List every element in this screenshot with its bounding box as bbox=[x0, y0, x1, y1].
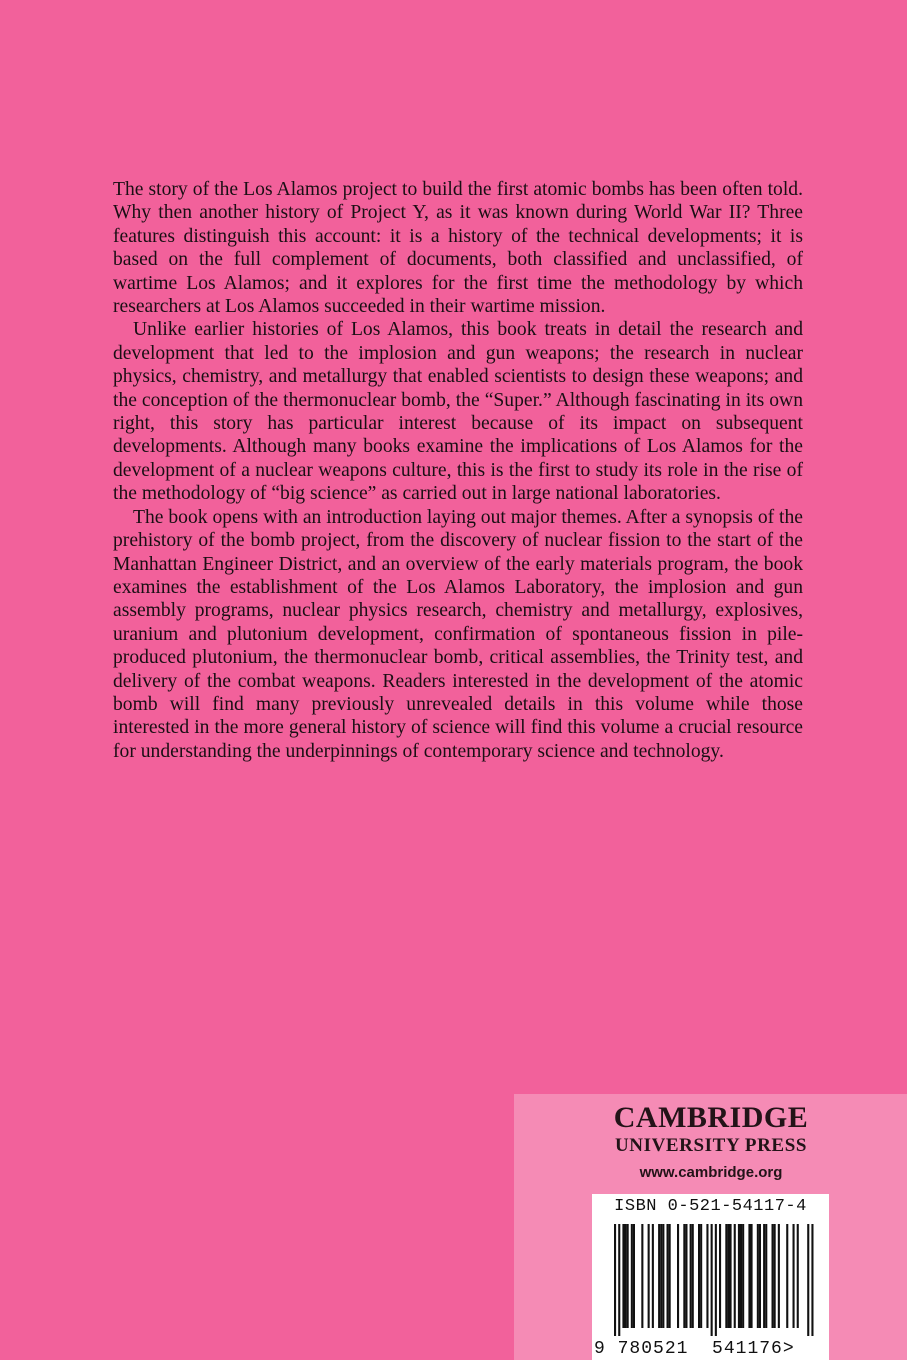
publisher-subname: UNIVERSITY PRESS bbox=[614, 1135, 808, 1156]
barcode-bar bbox=[719, 1224, 721, 1328]
barcode-bar bbox=[662, 1224, 664, 1328]
barcode-bar bbox=[778, 1224, 780, 1328]
barcode-bar bbox=[763, 1224, 765, 1328]
publisher-url: www.cambridge.org bbox=[639, 1164, 783, 1181]
barcode-bar bbox=[793, 1224, 795, 1328]
barcode-bar bbox=[700, 1224, 702, 1328]
ean-digits bbox=[594, 1339, 827, 1359]
barcode-bar bbox=[759, 1224, 761, 1328]
barcode-bar bbox=[742, 1224, 744, 1328]
barcode-bar bbox=[748, 1224, 750, 1328]
barcode-label bbox=[592, 1194, 829, 1360]
barcode-bar bbox=[797, 1224, 799, 1328]
barcode-bar bbox=[622, 1224, 624, 1328]
barcode-bar bbox=[807, 1224, 809, 1336]
barcode-bar bbox=[652, 1224, 654, 1328]
barcode-bar bbox=[774, 1224, 776, 1328]
barcode-bar bbox=[698, 1224, 700, 1328]
barcode-bar bbox=[740, 1224, 742, 1328]
barcode-bar bbox=[614, 1224, 616, 1336]
barcode-bar bbox=[627, 1224, 629, 1328]
barcode-bar bbox=[669, 1224, 671, 1328]
barcode-bar bbox=[715, 1224, 717, 1336]
blurb-paragraph-2: Unlike earlier histories of Los Alamos, this book treats in detail the research and development that led to the implosion and gun weapons; the research in nuclear physics, chemistry, and metallurgy that enabled scientists to design these weapons; and the conception of the thermonuclear bomb, the “Super.” Although fascinating in its own right, this story has particular interest because of its impact on subsequent developments. Although many books examine the implications of Los Alamos for the development of a nuclear weapons culture, this is the first to study its role in the rise of the methodology of “big science” as carried out in large national laboratories. bbox=[113, 319, 803, 505]
ean-right: 541176 bbox=[712, 1339, 783, 1359]
isbn-number: ISBN 0-521-54117-4 bbox=[614, 1197, 807, 1216]
barcode-bar bbox=[667, 1224, 669, 1328]
barcode-bar bbox=[641, 1224, 643, 1328]
barcode-bar bbox=[711, 1224, 713, 1336]
publisher-logo bbox=[598, 1101, 824, 1157]
blurb-paragraph-3: The book opens with an introduction laying out major themes. After a synopsis of the prehistory of the bomb project, from the discovery of nuclear fission to the start of the Manhattan Engineer District, and an overview of the early materials program, the book examines the establishment of the Los Alamos Laboratory, the implosion and gun assembly programs, nuclear physics research, chemistry and metallurgy, explosives, uranium and plutonium development, confirmation of spontaneous fission in pile-produced plutonium, the thermonuclear bomb, critical assemblies, the Trinity test, and delivery of the combat weapons. Readers interested in the development of the atomic bomb will find many previously unrevealed details in this volume while those interested in the more general history of science will find this volume a crucial resource for understanding the underpinnings of contemporary science and technology. bbox=[113, 506, 803, 762]
barcode-bar bbox=[631, 1224, 633, 1328]
barcode-bar bbox=[751, 1224, 753, 1328]
ean-left: 780521 bbox=[617, 1339, 689, 1359]
back-cover-blurb bbox=[113, 178, 803, 763]
barcode-bars bbox=[602, 1224, 819, 1336]
barcode-bar bbox=[706, 1224, 708, 1328]
barcode-bar bbox=[625, 1224, 627, 1328]
publisher-panel bbox=[514, 1094, 907, 1360]
barcode-bar bbox=[685, 1224, 687, 1328]
barcode-bar bbox=[658, 1224, 660, 1328]
barcode-bar bbox=[660, 1224, 662, 1328]
barcode-bar bbox=[738, 1224, 740, 1328]
ean-suffix: > bbox=[782, 1339, 795, 1359]
barcode-bar bbox=[690, 1224, 692, 1328]
barcode-bar bbox=[618, 1224, 620, 1336]
barcode-bar bbox=[765, 1224, 767, 1328]
barcode-bar bbox=[772, 1224, 774, 1328]
blurb-paragraph-1: The story of the Los Alamos project to build the first atomic bombs has been often told. Why then another history of Project Y, as it was known during World War II? Three features distinguish this account: it is a history of the technical developments; it is based on the full complement of documents, both classified and unclassified, of wartime Los Alamos; and it explores for the first time the methodology by which researchers at Los Alamos succeeded in their wartime mission. bbox=[113, 179, 803, 318]
barcode-bar bbox=[734, 1224, 736, 1328]
barcode-bar bbox=[683, 1224, 685, 1328]
barcode-bar bbox=[757, 1224, 759, 1328]
publisher-name: CAMBRIDGE bbox=[613, 1101, 809, 1134]
barcode-bar bbox=[677, 1224, 679, 1328]
barcode-bar bbox=[730, 1224, 732, 1328]
barcode-bar bbox=[727, 1224, 729, 1328]
barcode-bar bbox=[692, 1224, 694, 1328]
barcode-bar bbox=[633, 1224, 635, 1328]
barcode-bar bbox=[811, 1224, 813, 1336]
barcode-bar bbox=[725, 1224, 727, 1328]
barcode-bar bbox=[648, 1224, 650, 1328]
ean-prefix: 9 bbox=[594, 1339, 606, 1359]
barcode-bar bbox=[786, 1224, 788, 1328]
